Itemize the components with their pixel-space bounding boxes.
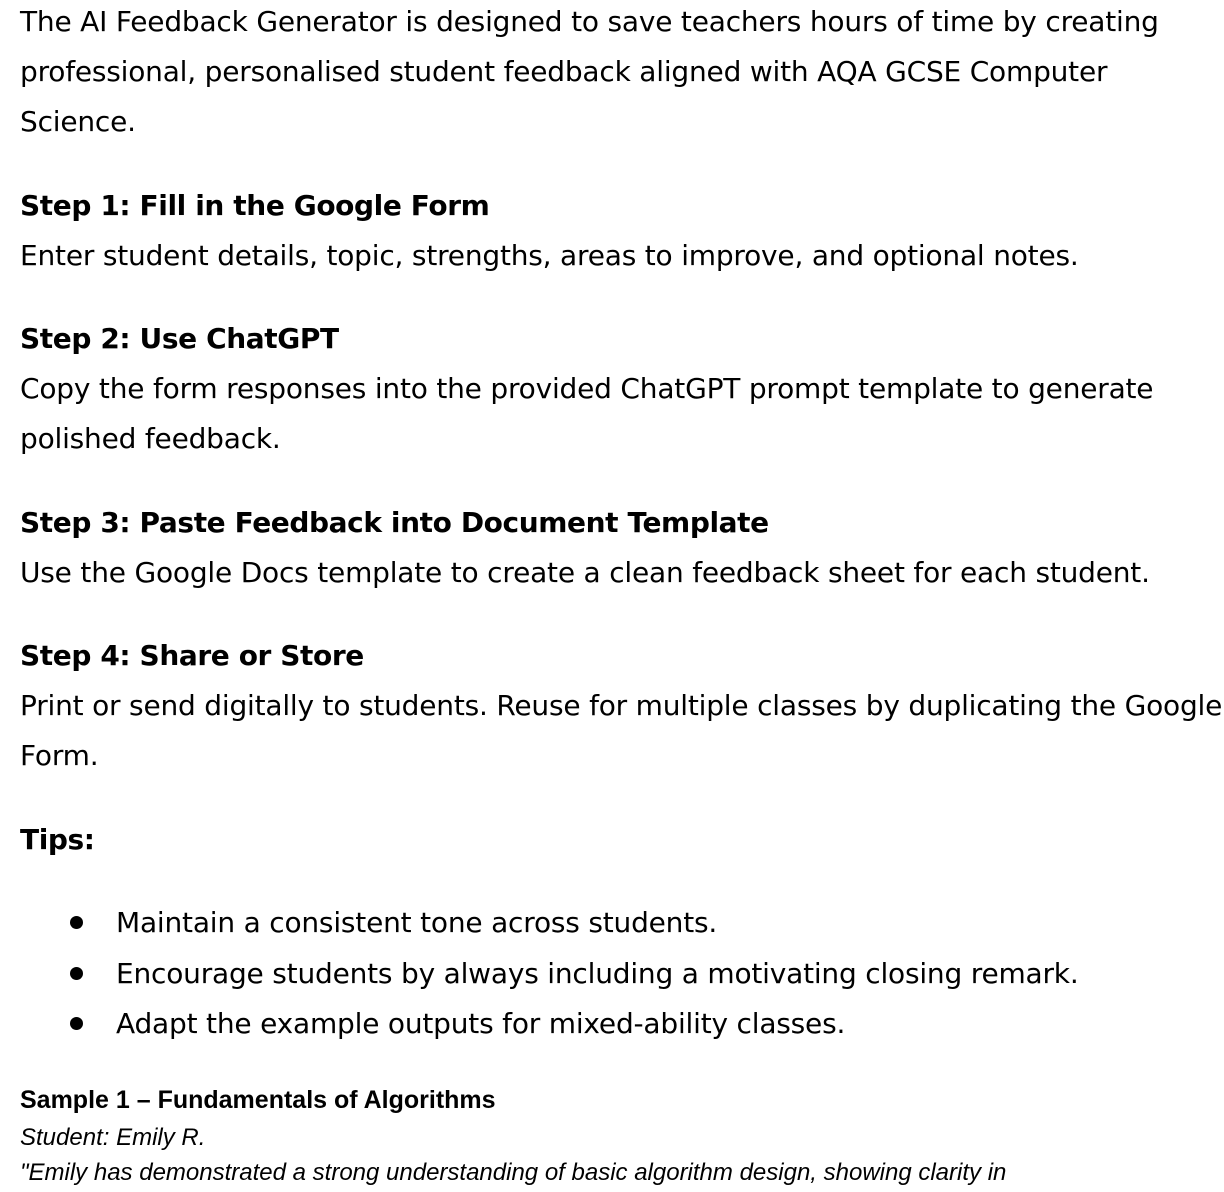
step-1-body: Enter student details, topic, strengths, areas to improve, and optional notes. <box>20 239 1079 272</box>
tips-heading: Tips: <box>20 823 95 856</box>
tip-text: Adapt the example outputs for mixed-ability classes. <box>116 1007 846 1040</box>
list-item <box>20 898 1224 949</box>
step-3-heading: Step 3: Paste Feedback into Document Template <box>20 506 769 539</box>
step-2-heading: Step 2: Use ChatGPT <box>20 322 339 355</box>
sample-title: Sample 1 – Fundamentals of Algorithms <box>20 1086 496 1114</box>
step-4-body: Print or send digitally to students. Reuse for multiple classes by duplicating the Google Form. <box>20 689 1223 772</box>
step-2-body: Copy the form responses into the provided ChatGPT prompt template to generate polished feedback. <box>20 372 1154 455</box>
bullet-icon <box>70 967 83 980</box>
bullet-icon <box>70 916 83 929</box>
bullet-icon <box>70 1017 83 1030</box>
intro-paragraph: The AI Feedback Generator is designed to save teachers hours of time by creating professional, personalised student feedback aligned with AQA GCSE Computer Science. <box>20 5 1159 138</box>
step-3-body: Use the Google Docs template to create a clean feedback sheet for each student. <box>20 556 1150 589</box>
tip-text: Maintain a consistent tone across students. <box>116 906 718 939</box>
tips-list <box>20 898 1224 1050</box>
step-1-heading: Step 1: Fill in the Google Form <box>20 189 490 222</box>
list-item <box>20 999 1224 1050</box>
sample-quote: "Emily has demonstrated a strong understanding of basic algorithm design, showing clarity in <box>20 1159 1007 1186</box>
tip-text: Encourage students by always including a motivating closing remark. <box>116 956 1079 990</box>
step-4-heading: Step 4: Share or Store <box>20 639 364 672</box>
list-item <box>20 949 1224 1000</box>
sample-student: Student: Emily R. <box>20 1124 206 1151</box>
